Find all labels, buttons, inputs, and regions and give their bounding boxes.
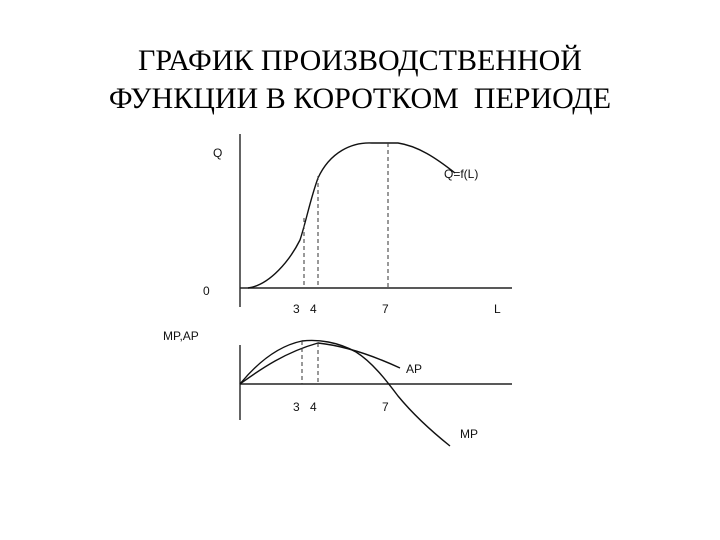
origin-label: 0: [203, 284, 210, 298]
total-product-graph: [203, 134, 512, 316]
top-tick-3: 3: [293, 302, 300, 316]
average-product-curve: [240, 343, 400, 384]
bottom-y-axis-label: MP,AP: [163, 329, 199, 343]
top-tick-4: 4: [310, 302, 317, 316]
slide-title-line-1: ГРАФИК ПРОИЗВОДСТВЕННОЙ: [138, 44, 582, 77]
slide-title-line-2: ФУНКЦИИ В КОРОТКОМ ПЕРИОДЕ: [108, 82, 612, 115]
top-y-axis-label: Q: [213, 146, 223, 160]
marginal-product-curve: [240, 340, 450, 446]
marginal-average-product-graph: [163, 329, 512, 446]
ap-label: AP: [406, 362, 423, 376]
mp-label: MP: [460, 427, 478, 441]
bottom-tick-3: 3: [293, 400, 300, 414]
top-x-axis-label: L: [494, 302, 501, 316]
bottom-tick-4: 4: [310, 400, 317, 414]
top-tick-7: 7: [382, 302, 389, 316]
bottom-tick-7: 7: [382, 400, 389, 414]
curve-label: Q=f(L): [444, 167, 479, 181]
total-product-curve: [248, 143, 455, 288]
